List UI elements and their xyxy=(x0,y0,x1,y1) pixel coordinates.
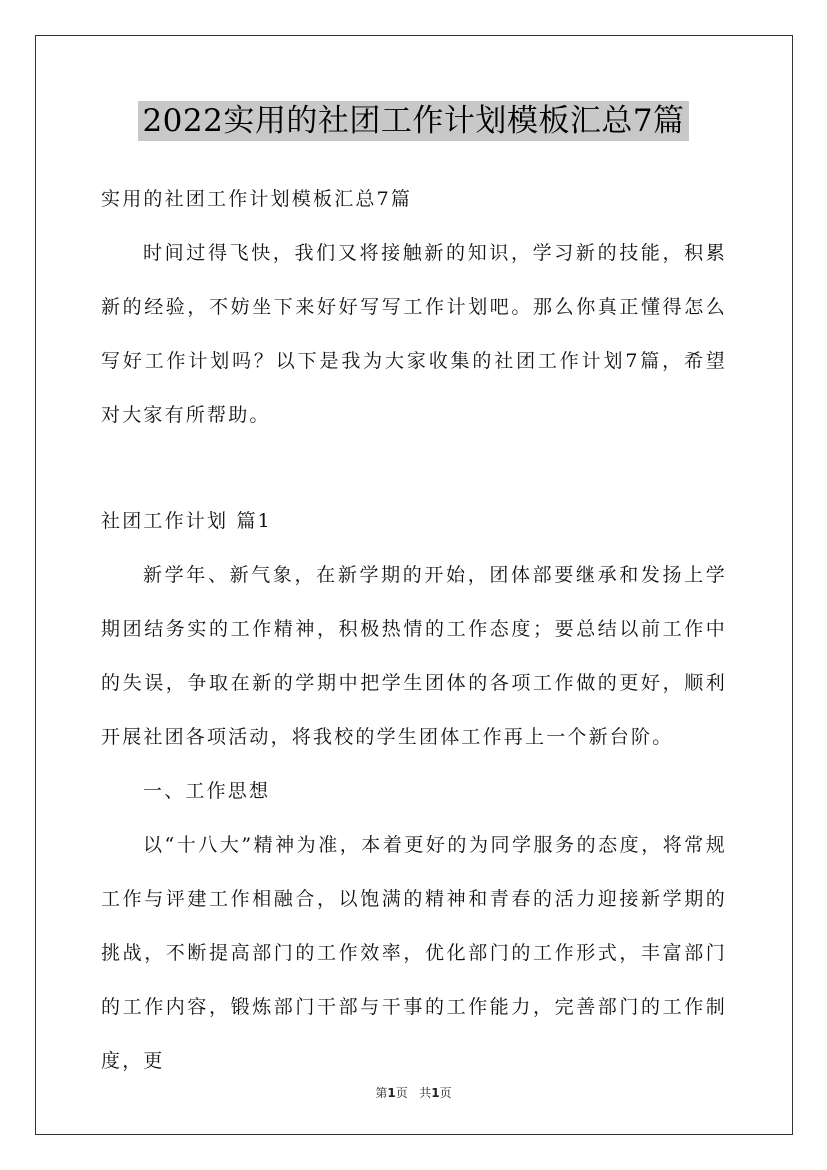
subheading: 一、工作思想 xyxy=(143,780,271,802)
total-suffix: 页 xyxy=(439,1086,452,1100)
page-number: 1 xyxy=(387,1086,396,1100)
page-footer xyxy=(0,1084,827,1101)
page-prefix: 第 xyxy=(375,1086,388,1100)
section-heading: 社团工作计划 篇1 xyxy=(101,510,272,532)
document-body xyxy=(101,172,727,1088)
page-suffix: 页 xyxy=(395,1086,408,1100)
total-prefix: 共 xyxy=(419,1086,432,1100)
total-pages: 1 xyxy=(431,1086,440,1100)
paragraph-1: 新学年、新气象，在新学期的开始，团体部要继承和发扬上学期团结务实的工作精神，积极热情的工作态度；要总结以前工作中的失误，争取在新的学期中把学生团体的各项工作做的更好，顺利开展社团各项活动，将我校的学生团体工作再上一个新台阶。 xyxy=(101,564,727,748)
intro-paragraph: 时间过得飞快，我们又将接触新的知识，学习新的技能，积累新的经验，不妨坐下来好好写写工作计划吧。那么你真正懂得怎么写好工作计划吗？以下是我为大家收集的社团工作计划7篇，希望对大家有所帮助。 xyxy=(101,242,727,426)
paragraph-2: 以“十八大”精神为准，本着更好的为同学服务的态度，将常规工作与评建工作相融合，以饱满的精神和青春的活力迎接新学期的挑战，不断提高部门的工作效率，优化部门的工作形式，丰富部门的工作内容，锻炼部门干部与干事的工作能力，完善部门的工作制度，更 xyxy=(101,834,727,1072)
document-subtitle: 实用的社团工作计划模板汇总7篇 xyxy=(101,188,413,210)
spacer xyxy=(101,442,727,494)
document-title: 2022实用的社团工作计划模板汇总7篇 xyxy=(138,101,688,141)
title-container xyxy=(0,101,827,141)
